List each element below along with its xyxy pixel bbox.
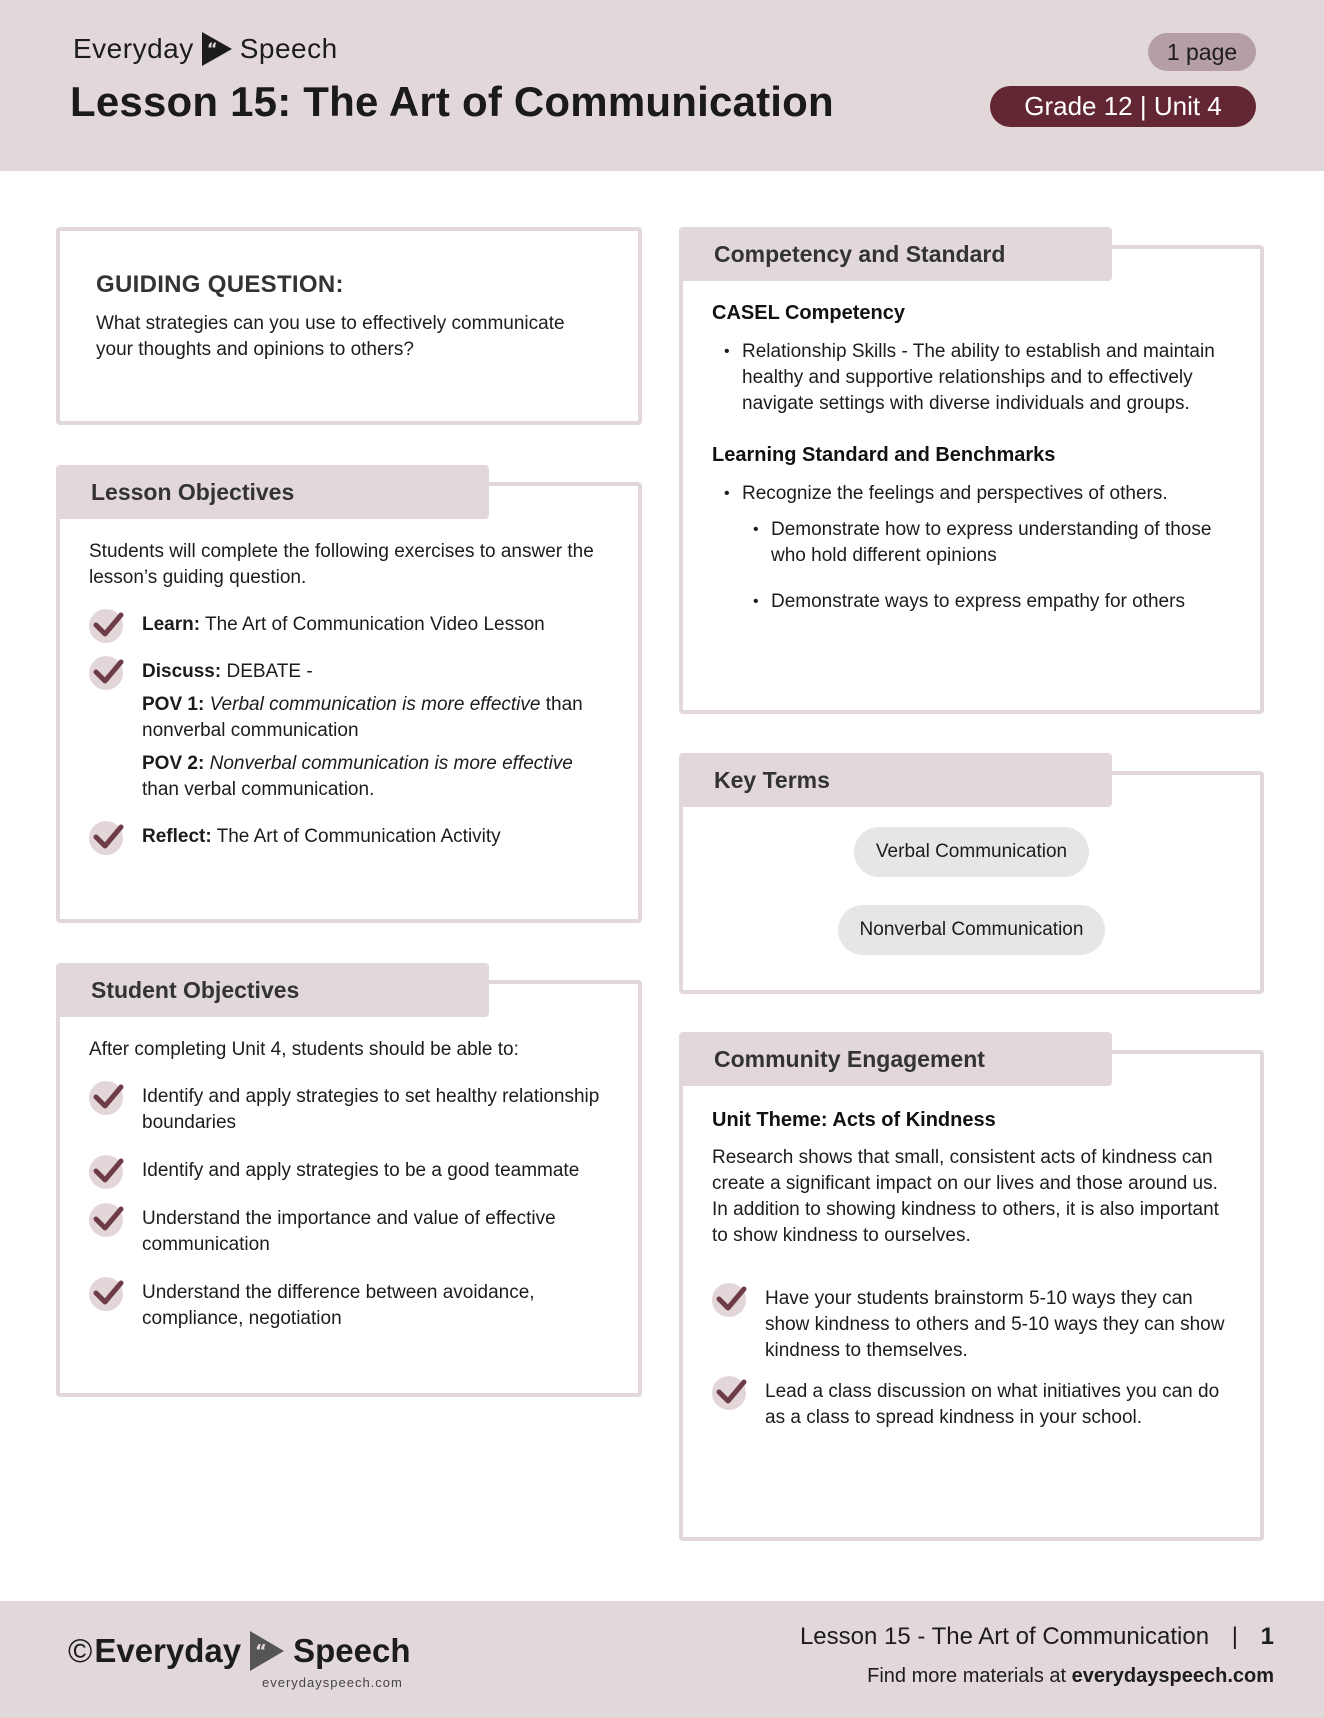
check-icon (712, 1280, 750, 1318)
footer-brand-url: everydayspeech.com (262, 1675, 403, 1690)
play-quote-icon (202, 32, 232, 66)
student-objective-item: Identify and apply strategies to set healthy relationship boundaries (89, 1084, 609, 1136)
check-icon (89, 1274, 127, 1312)
pov-1: POV 1: Verbal communication is more effective than nonverbal communication (142, 694, 583, 741)
svg-text:“: “ (255, 1641, 267, 1662)
footer-band (0, 1601, 1324, 1718)
objective-reflect: Reflect: The Art of Communication Activity (89, 824, 609, 850)
guiding-question-heading: GUIDING QUESTION: (96, 271, 344, 298)
competency-heading: Competency and Standard (714, 240, 1006, 267)
play-quote-icon (250, 1631, 284, 1671)
key-term-pill: Nonverbal Communication (838, 905, 1106, 955)
casel-heading: CASEL Competency (712, 302, 906, 324)
lesson-objectives-content (89, 539, 609, 850)
page-count-badge: 1 page (1148, 33, 1256, 71)
svg-text:“: “ (206, 39, 218, 58)
key-terms-list (683, 827, 1260, 955)
header-band (0, 0, 1324, 171)
guiding-question-box (56, 227, 642, 425)
brand-name-right: Speech (239, 33, 338, 64)
footer-logo: © Everyday “ Speech (68, 1632, 411, 1669)
community-text: Research shows that small, consistent acts of kindness can create a significant impact on our lives and those around us. In addition to showing kindness to others, it is also important to show kindness to ourselves. (712, 1147, 1219, 1246)
lesson-objectives-tab (56, 465, 489, 519)
check-icon (89, 606, 127, 644)
page-number: 1 (1260, 1623, 1274, 1650)
footer-find-more: Find more materials at everydayspeech.com (867, 1665, 1274, 1687)
student-objectives-content (89, 1037, 609, 1332)
student-objective-item: Understand the importance and value of effective communication (89, 1206, 609, 1258)
student-objectives-heading: Student Objectives (91, 976, 300, 1003)
benchmark-item: • Demonstrate how to express understanding of those who hold different opinions (751, 517, 1232, 569)
lesson-objectives-heading: Lesson Objectives (91, 478, 295, 505)
grade-unit-badge: Grade 12 | Unit 4 (990, 86, 1256, 127)
page-title: Lesson 15: The Art of Communication (70, 78, 834, 125)
standard-heading: Learning Standard and Benchmarks (712, 444, 1056, 466)
community-tab (679, 1032, 1112, 1086)
brand-logo (73, 32, 338, 66)
check-icon (89, 1200, 127, 1238)
objective-learn: Learn: The Art of Communication Video Lesson (89, 612, 609, 638)
guiding-question-text: What strategies can you use to effectively communicate your thoughts and opinions to others? (96, 313, 565, 360)
key-term-pill: Verbal Communication (854, 827, 1089, 877)
student-objective-item: Identify and apply strategies to be a good teammate (89, 1158, 609, 1184)
key-terms-heading: Key Terms (714, 766, 830, 793)
community-item: Lead a class discussion on what initiatives you can do as a class to spread kindness in your school. (712, 1379, 1232, 1431)
copyright-symbol: © (68, 1632, 93, 1669)
objective-discuss: Discuss: DEBATE - POV 1: Verbal communication is more effective than nonverbal communication POV 2: Nonverbal communication is more effective than verbal communication. (89, 659, 609, 803)
student-objectives-tab (56, 963, 489, 1017)
website-link[interactable]: everydayspeech.com (1071, 1665, 1274, 1687)
community-content (712, 1109, 1232, 1431)
community-item: Have your students brainstorm 5-10 ways they can show kindness to others and 5-10 ways they can show kindness to themselves. (712, 1286, 1232, 1364)
community-heading: Community Engagement (714, 1045, 985, 1072)
competency-tab (679, 227, 1112, 281)
brand-name-left: Everyday (73, 33, 194, 64)
check-icon (89, 1078, 127, 1116)
key-terms-tab (679, 753, 1112, 807)
casel-item: • Relationship Skills - The ability to establish and maintain healthy and supportive relationships and to effectively navigate settings with diverse individuals and groups. (722, 339, 1232, 417)
check-icon (89, 1152, 127, 1190)
student-objective-item: Understand the difference between avoidance, compliance, negotiation (89, 1280, 609, 1332)
check-icon (89, 653, 127, 691)
benchmark-item: • Demonstrate ways to express empathy for others (751, 589, 1232, 615)
unit-theme: Unit Theme: Acts of Kindness (712, 1109, 996, 1131)
footer-lesson-label: Lesson 15 - The Art of Communication | 1 (799, 1623, 1274, 1650)
student-objectives-intro: After completing Unit 4, students should be able to: (89, 1039, 519, 1060)
check-icon (712, 1373, 750, 1411)
check-icon (89, 818, 127, 856)
competency-content (712, 302, 1232, 615)
standard-item: • Recognize the feelings and perspectives of others. (722, 481, 1232, 507)
pov-2: POV 2: Nonverbal communication is more effective than verbal communication. (142, 753, 573, 800)
lesson-objectives-intro: Students will complete the following exercises to answer the lesson’s guiding question. (89, 541, 594, 588)
